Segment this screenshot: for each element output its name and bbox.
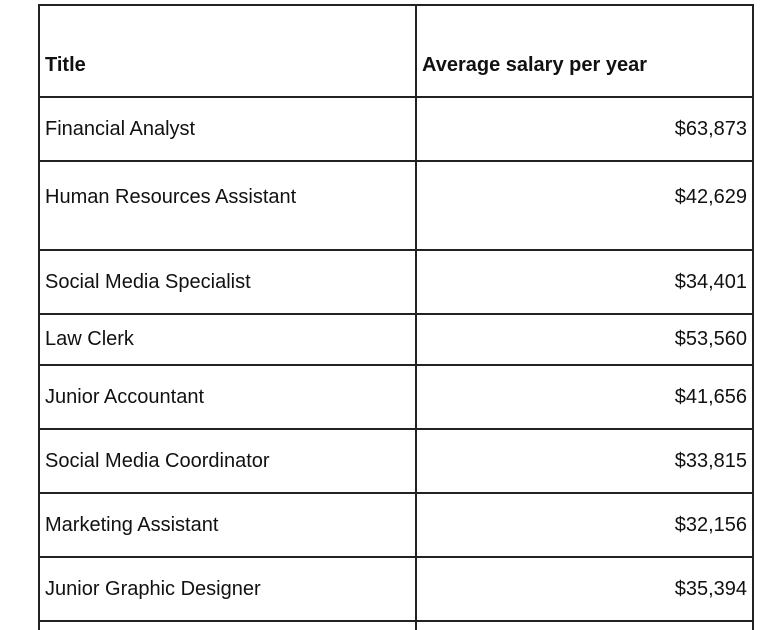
table-row-partial [39, 621, 753, 630]
table-row [39, 557, 753, 621]
salary-table [38, 4, 754, 630]
job-title-cell: Law Clerk [39, 314, 416, 365]
salary-cell: $32,156 [416, 493, 753, 557]
salary-cell: $53,560 [416, 314, 753, 365]
table-header-row [39, 5, 753, 97]
table-row [39, 161, 753, 250]
column-header-salary: Average salary per year [416, 5, 753, 97]
table-row [39, 493, 753, 557]
salary-cell: $41,656 [416, 365, 753, 429]
job-title-cell: Marketing Assistant [39, 493, 416, 557]
salary-cell: $42,629 [416, 161, 753, 250]
salary-cell: $34,401 [416, 250, 753, 314]
salary-cell: $35,394 [416, 557, 753, 621]
job-title-cell: Junior Graphic Designer [39, 557, 416, 621]
job-title-cell: Human Resources Assistant [39, 161, 416, 250]
salary-cell: $63,873 [416, 97, 753, 161]
table-row [39, 314, 753, 365]
job-title-cell: Social Media Coordinator [39, 429, 416, 493]
salary-cell: $33,815 [416, 429, 753, 493]
table-row [39, 365, 753, 429]
job-title-cell: Financial Analyst [39, 97, 416, 161]
column-header-title: Title [39, 5, 416, 97]
job-title-cell: Social Media Specialist [39, 250, 416, 314]
table-row [39, 97, 753, 161]
table-row [39, 250, 753, 314]
job-title-cell-cutoff [39, 621, 416, 630]
salary-cell-cutoff [416, 621, 753, 630]
job-title-cell: Junior Accountant [39, 365, 416, 429]
table-row [39, 429, 753, 493]
